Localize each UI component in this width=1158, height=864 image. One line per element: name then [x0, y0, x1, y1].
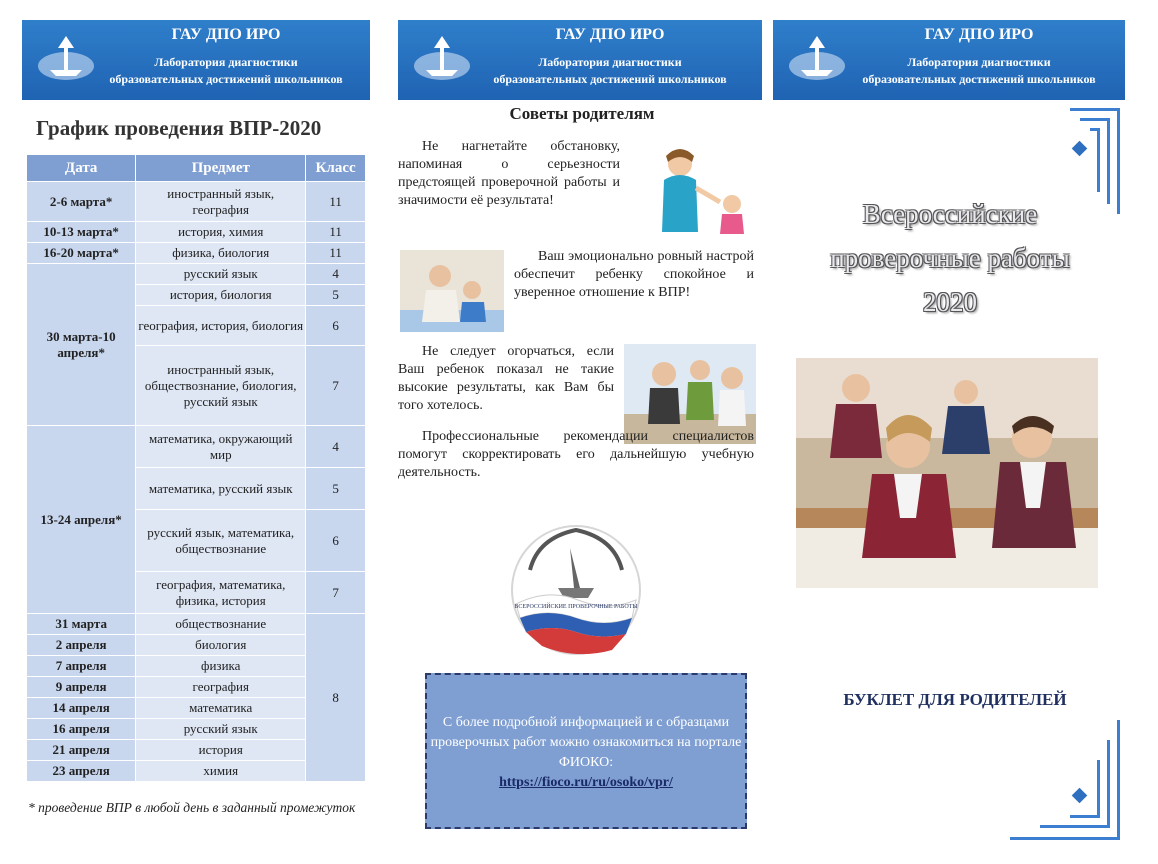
lab-name: Лаборатория диагностики образовательных достижений школьников: [109, 55, 343, 86]
mother-son-photo: [400, 250, 504, 332]
corner-line: [1117, 108, 1120, 214]
emblem-text: ВСЕРОССИЙСКИЕ ПРОВЕРОЧНЫЕ РАБОТЫ: [514, 604, 638, 610]
diamond-icon: [1072, 788, 1088, 804]
table-row: 7 апреля физика: [27, 656, 366, 677]
column-header: Дата: [27, 155, 136, 182]
students-exam-photo: [796, 358, 1098, 588]
table-row: 9 апреля география: [27, 677, 366, 698]
table-row: 2 апреля биология: [27, 635, 366, 656]
schedule-title: График проведения ВПР-2020: [36, 116, 322, 140]
advice-paragraph-1: Не нагнетайте обстановку, напоминая о серьезности предстоящей проверочной работы и значимости её результата!: [398, 139, 620, 208]
org-name: ГАУ ДПО ИРО: [555, 26, 665, 43]
table-row: математика, русский язык 5: [27, 468, 366, 510]
table-row: 16-20 марта* физика, биология 11: [27, 243, 366, 264]
corner-line: [1107, 118, 1110, 204]
advice-paragraph-3: Не следует огорчаться, если Ваш ребенок показал не такие высокие результаты, как Вам бы того хотелось.: [398, 344, 614, 413]
header-panel-1: [22, 20, 370, 100]
table-row: 21 апреля история: [27, 740, 366, 761]
org-name: ГАУ ДПО ИРО: [171, 26, 281, 43]
table-row: 30 марта-10 апреля* русский язык 4: [27, 264, 366, 285]
advice-paragraph-4: Профессиональные рекомендации специалистов помогут скорректировать его дальнейшую учебную деятельность.: [398, 429, 754, 480]
fioco-link[interactable]: https://fioco.ru/ru/osoko/vpr/: [499, 775, 673, 790]
info-box: [425, 673, 747, 829]
header-panel-2: [398, 20, 762, 100]
table-row: 13-24 апреля* математика, окружающий мир 4: [27, 426, 366, 468]
table-row: география, математика, физика, история 7: [27, 572, 366, 614]
diamond-icon: [1072, 141, 1088, 157]
corner-line: [1070, 108, 1120, 111]
corner-line: [1040, 825, 1110, 828]
booklet-subtitle: БУКЛЕТ ДЛЯ РОДИТЕЛЕЙ: [843, 690, 1067, 709]
mother-child-illustration: [636, 140, 748, 236]
table-row: 31 марта обществознание 8: [27, 614, 366, 635]
table-row: 14 апреля математика: [27, 698, 366, 719]
column-header: Класс: [306, 155, 366, 182]
advice-paragraph-2: Ваш эмоционально ровный настрой обеспечит ребенку спокойное и уверенное отношение к ВПР!: [514, 249, 754, 300]
table-row: русский язык, математика, обществознание 6: [27, 510, 366, 572]
advice-title: Советы родителям: [509, 104, 655, 123]
corner-line: [1097, 128, 1100, 192]
table-row: 23 апреля химия: [27, 761, 366, 782]
column-header: Предмет: [136, 155, 306, 182]
vpr-emblem-icon: [508, 518, 644, 662]
table-row: 10-13 марта* история, химия 11: [27, 222, 366, 243]
schedule-footnote: * проведение ВПР в любой день в заданный промежуток: [28, 800, 356, 815]
corner-line: [1070, 815, 1100, 818]
corner-line: [1107, 740, 1110, 828]
info-text: С более подробной информацией и с образцами проверочных работ можно ознакомиться на портале ФИОКО:: [430, 715, 742, 770]
lab-name: Лаборатория диагностики образовательных достижений школьников: [493, 55, 727, 86]
table-row: география, история, биология 6: [27, 306, 366, 346]
corner-line: [1117, 720, 1120, 840]
table-row: 16 апреля русский язык: [27, 719, 366, 740]
header-panel-3: [773, 20, 1125, 100]
table-row: история, биология 5: [27, 285, 366, 306]
corner-line: [1097, 760, 1100, 818]
booklet-title: Всероссийские проверочные работы 2020: [830, 199, 1070, 317]
schedule-table: [26, 154, 366, 782]
corner-line: [1080, 118, 1110, 121]
corner-line: [1010, 837, 1120, 840]
table-header-row: [27, 155, 366, 182]
table-row: иностранный язык, обществознание, биология, русский язык 7: [27, 346, 366, 426]
lab-name: Лаборатория диагностики образовательных достижений школьников: [862, 55, 1096, 86]
table-row: 2-6 марта* иностранный язык, география 11: [27, 182, 366, 222]
org-name: ГАУ ДПО ИРО: [924, 26, 1034, 43]
